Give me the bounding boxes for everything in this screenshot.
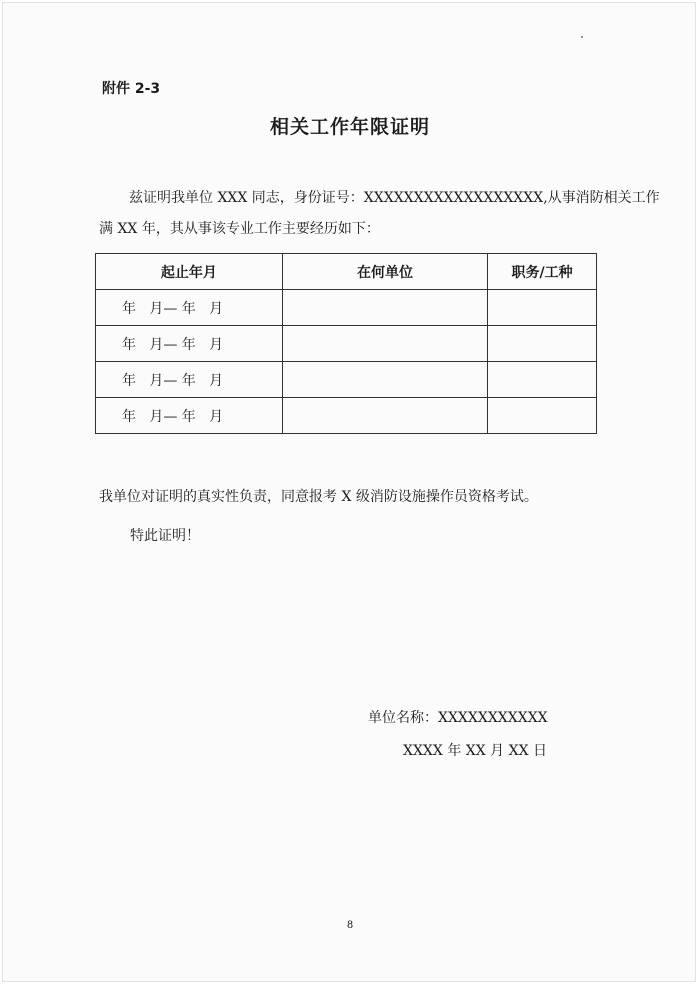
cell-employer: [282, 290, 487, 326]
experience-table: [95, 253, 597, 434]
document-title: 相关工作年限证明: [269, 116, 430, 138]
attachment-label: 附件 2-3: [102, 81, 161, 97]
signature-date: XXXX 年 XX 月 XX 日: [403, 743, 547, 759]
cell-period: 年 月— 年 月: [96, 326, 283, 362]
closing-remark: 特此证明！: [130, 528, 200, 544]
cell-position: [488, 398, 597, 434]
scan-speck: [581, 36, 583, 38]
signature-org-name: 单位名称：XXXXXXXXXXX: [368, 710, 548, 726]
cell-position: [488, 290, 597, 326]
document-page: [2, 2, 696, 982]
table-header-row: [96, 254, 597, 290]
header-employer: 在何单位: [282, 254, 487, 290]
cell-period: 年 月— 年 月: [96, 398, 283, 434]
cell-employer: [282, 326, 487, 362]
cell-employer: [282, 362, 487, 398]
intro-paragraph: 兹证明我单位 XXX 同志，身份证号：XXXXXXXXXXXXXXXXXX,从事消防相关工作满 XX 年，其从事该专业工作主要经历如下：: [99, 190, 660, 237]
page-number: 8: [346, 920, 354, 931]
cell-position: [488, 326, 597, 362]
cell-period: 年 月— 年 月: [96, 290, 283, 326]
cell-employer: [282, 398, 487, 434]
table-row: [96, 398, 597, 434]
responsibility-statement: 我单位对证明的真实性负责，同意报考 X 级消防设施操作员资格考试。: [99, 489, 538, 505]
table-row: [96, 326, 597, 362]
table-row: [96, 362, 597, 398]
header-period: 起止年月: [96, 254, 283, 290]
header-position: 职务/工种: [488, 254, 597, 290]
cell-position: [488, 362, 597, 398]
cell-period: 年 月— 年 月: [96, 362, 283, 398]
table-row: [96, 290, 597, 326]
